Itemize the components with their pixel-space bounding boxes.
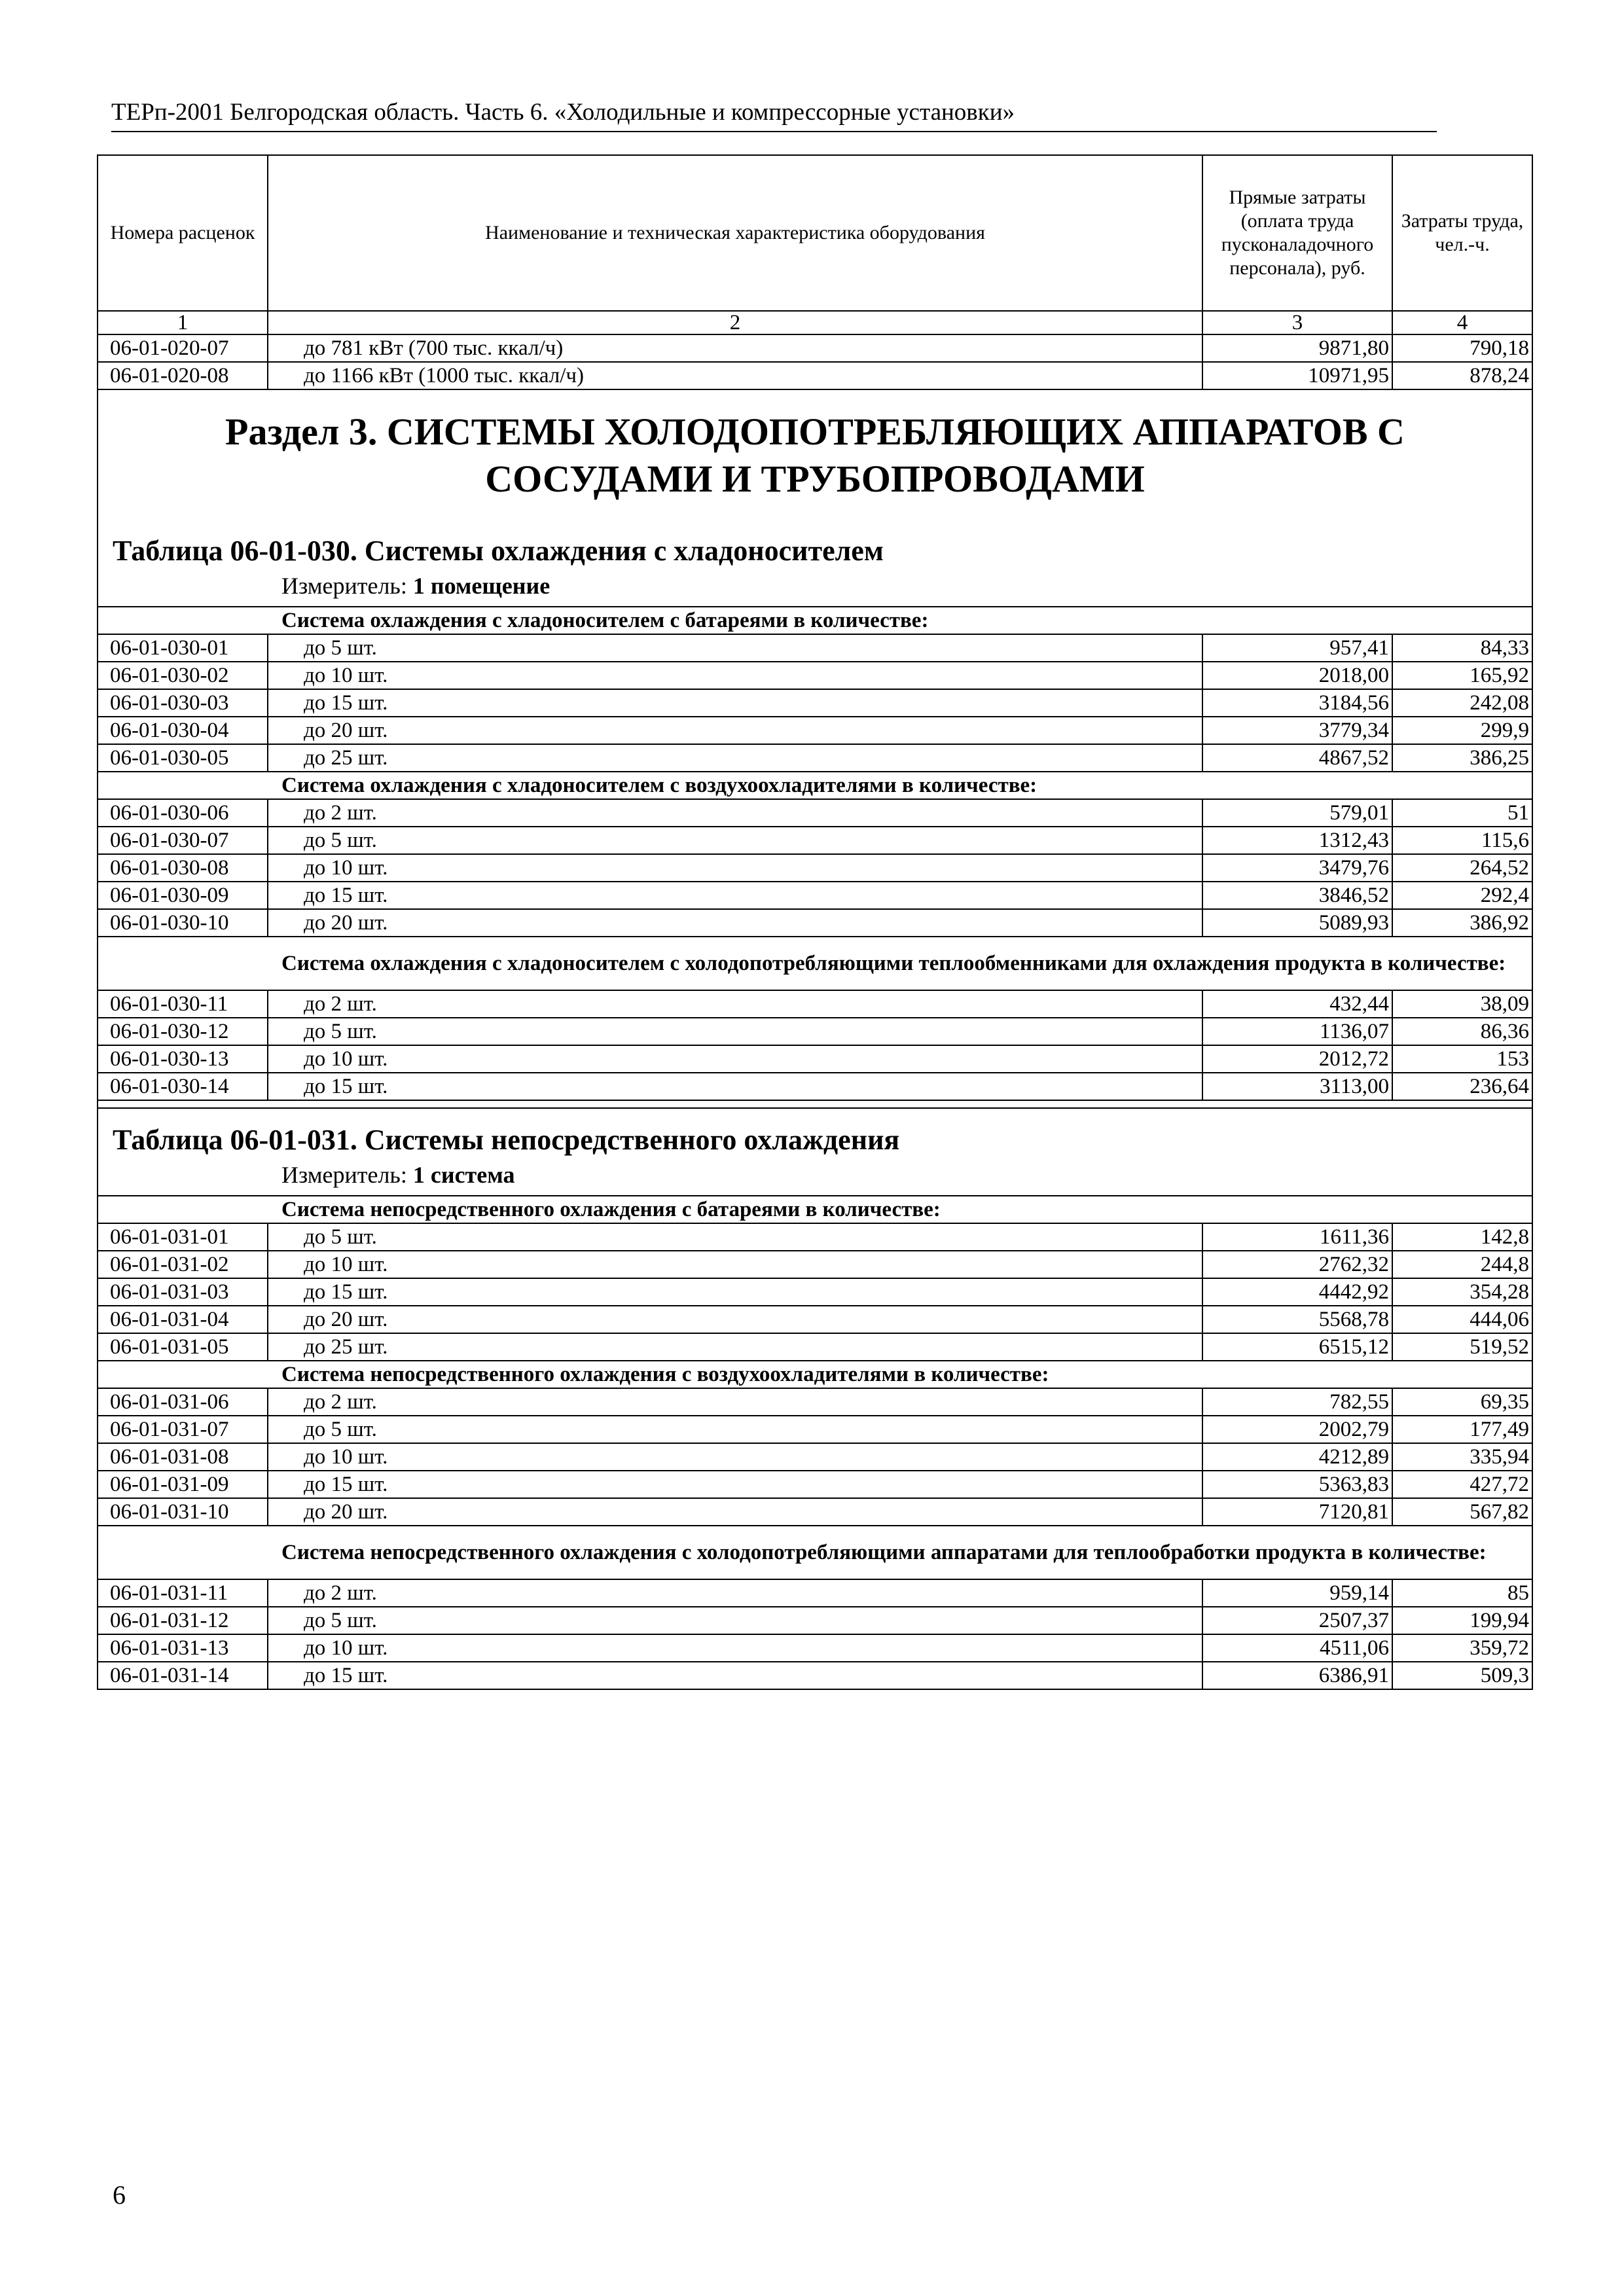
- column-index: 2: [268, 311, 1202, 334]
- table-row: [98, 1251, 1532, 1278]
- table-row: [98, 1607, 1532, 1634]
- labor-cost: 519,52: [1392, 1333, 1532, 1361]
- labor-cost: 790,18: [1392, 334, 1532, 362]
- direct-cost: 957,41: [1202, 634, 1392, 662]
- rate-description: до 25 шт.: [268, 744, 1202, 772]
- measure-value: 1 помещение: [412, 573, 550, 599]
- rate-description: до 20 шт.: [268, 1498, 1202, 1526]
- rate-description: до 2 шт.: [268, 1388, 1202, 1416]
- labor-cost: 567,82: [1392, 1498, 1532, 1526]
- labor-cost: 509,3: [1392, 1662, 1532, 1689]
- table-row: [98, 689, 1532, 717]
- header-rule: [111, 131, 1437, 132]
- group-header-row: [98, 1361, 1532, 1388]
- measure-label: Измеритель:: [281, 1162, 413, 1188]
- table-row: [98, 854, 1532, 882]
- table-row: [98, 1306, 1532, 1333]
- table-row: [98, 799, 1532, 827]
- rate-code: 06-01-031-06: [98, 1388, 268, 1416]
- table-row: [98, 362, 1532, 389]
- direct-cost: 2002,79: [1202, 1416, 1392, 1443]
- rate-code: 06-01-020-07: [98, 334, 268, 362]
- direct-cost: 782,55: [1202, 1388, 1392, 1416]
- rate-description: до 5 шт.: [268, 1416, 1202, 1443]
- group-header: Система охлаждения с хладоносителем с воздухоохладителями в количестве:: [98, 772, 1532, 799]
- labor-cost: 354,28: [1392, 1278, 1532, 1306]
- table-header-row: [98, 155, 1532, 311]
- direct-cost: 6386,91: [1202, 1662, 1392, 1689]
- rate-code: 06-01-030-12: [98, 1018, 268, 1045]
- rate-description: до 15 шт.: [268, 689, 1202, 717]
- labor-cost: 427,72: [1392, 1471, 1532, 1498]
- rate-code: 06-01-031-13: [98, 1634, 268, 1662]
- rate-description: до 15 шт.: [268, 1471, 1202, 1498]
- table-row: [98, 1045, 1532, 1073]
- rate-code: 06-01-031-05: [98, 1333, 268, 1361]
- direct-cost: 2018,00: [1202, 662, 1392, 689]
- rate-description: до 20 шт.: [268, 717, 1202, 744]
- table-row: [98, 1471, 1532, 1498]
- table-row: [98, 1278, 1532, 1306]
- labor-cost: 292,4: [1392, 882, 1532, 909]
- rate-code: 06-01-031-07: [98, 1416, 268, 1443]
- rate-description: до 5 шт.: [268, 1018, 1202, 1045]
- rate-description: до 20 шт.: [268, 1306, 1202, 1333]
- direct-cost: 2507,37: [1202, 1607, 1392, 1634]
- rate-description: до 5 шт.: [268, 1607, 1202, 1634]
- rate-code: 06-01-030-05: [98, 744, 268, 772]
- rate-description: до 20 шт.: [268, 909, 1202, 937]
- table-row: [98, 882, 1532, 909]
- measure-unit: [98, 1158, 1532, 1195]
- table-title: Таблица 06-01-031. Системы непосредственного охлаждения: [113, 1124, 900, 1156]
- rate-code: 06-01-031-09: [98, 1471, 268, 1498]
- rate-code: 06-01-031-02: [98, 1251, 268, 1278]
- group-header: Система непосредственного охлаждения с воздухоохладителями в количестве:: [98, 1361, 1532, 1388]
- rate-code: 06-01-030-04: [98, 717, 268, 744]
- rate-description: до 5 шт.: [268, 634, 1202, 662]
- rate-description: до 2 шт.: [268, 1579, 1202, 1607]
- rate-description: до 10 шт.: [268, 1251, 1202, 1278]
- price-table: [97, 154, 1533, 1690]
- direct-cost: 2762,32: [1202, 1251, 1392, 1278]
- rate-code: 06-01-031-10: [98, 1498, 268, 1526]
- direct-cost: 7120,81: [1202, 1498, 1392, 1526]
- labor-cost: 69,35: [1392, 1388, 1532, 1416]
- rate-code: 06-01-031-01: [98, 1223, 268, 1251]
- spacer-row: [98, 1100, 1532, 1108]
- direct-cost: 5568,78: [1202, 1306, 1392, 1333]
- table-row: [98, 1579, 1532, 1607]
- table-row: [98, 1388, 1532, 1416]
- table-row: [98, 827, 1532, 854]
- labor-cost: 199,94: [1392, 1607, 1532, 1634]
- labor-cost: 244,8: [1392, 1251, 1532, 1278]
- measure-label: Измеритель:: [281, 573, 413, 599]
- header-description: Наименование и техническая характеристика оборудования: [268, 155, 1202, 311]
- direct-cost: 4511,06: [1202, 1634, 1392, 1662]
- direct-cost: 3846,52: [1202, 882, 1392, 909]
- rate-description: до 1166 кВт (1000 тыс. ккал/ч): [268, 362, 1202, 389]
- table-row: [98, 909, 1532, 937]
- direct-cost: 3479,76: [1202, 854, 1392, 882]
- table-title-cell: [98, 1108, 1532, 1196]
- labor-cost: 86,36: [1392, 1018, 1532, 1045]
- group-header-row: [98, 607, 1532, 634]
- labor-cost: 51: [1392, 799, 1532, 827]
- direct-cost: 5089,93: [1202, 909, 1392, 937]
- group-header-row: [98, 1196, 1532, 1223]
- labor-cost: 153: [1392, 1045, 1532, 1073]
- direct-cost: 6515,12: [1202, 1333, 1392, 1361]
- labor-cost: 85: [1392, 1579, 1532, 1607]
- page-header: ТЕРп-2001 Белгородская область. Часть 6. «Холодильные и компрессорные установки»: [111, 99, 1015, 126]
- table-title-row: [98, 389, 1532, 607]
- column-index: 1: [98, 311, 268, 334]
- rate-code: 06-01-030-02: [98, 662, 268, 689]
- rate-description: до 15 шт.: [268, 1662, 1202, 1689]
- section-title-line: СОСУДАМИ И ТРУБОПРОВОДАМИ: [485, 457, 1145, 500]
- direct-cost: 4212,89: [1202, 1443, 1392, 1471]
- direct-cost: 10971,95: [1202, 362, 1392, 389]
- section-title: [98, 390, 1532, 520]
- direct-cost: 4867,52: [1202, 744, 1392, 772]
- measure-unit: [98, 569, 1532, 606]
- group-header: Система охлаждения с хладоносителем с батареями в количестве:: [98, 607, 1532, 634]
- rate-description: до 10 шт.: [268, 854, 1202, 882]
- group-header-row: [98, 937, 1532, 990]
- direct-cost: 1611,36: [1202, 1223, 1392, 1251]
- labor-cost: 359,72: [1392, 1634, 1532, 1662]
- rate-description: до 781 кВт (700 тыс. ккал/ч): [268, 334, 1202, 362]
- rate-code: 06-01-031-12: [98, 1607, 268, 1634]
- direct-cost: 959,14: [1202, 1579, 1392, 1607]
- table-row: [98, 1634, 1532, 1662]
- rate-description: до 15 шт.: [268, 882, 1202, 909]
- labor-cost: 38,09: [1392, 990, 1532, 1018]
- rate-description: до 10 шт.: [268, 1634, 1202, 1662]
- labor-cost: 242,08: [1392, 689, 1532, 717]
- column-index: 3: [1202, 311, 1392, 334]
- labor-cost: 335,94: [1392, 1443, 1532, 1471]
- labor-cost: 386,25: [1392, 744, 1532, 772]
- column-index: 4: [1392, 311, 1532, 334]
- labor-cost: 177,49: [1392, 1416, 1532, 1443]
- column-index-row: [98, 311, 1532, 334]
- table-row: [98, 662, 1532, 689]
- rate-description: до 10 шт.: [268, 662, 1202, 689]
- rate-code: 06-01-030-11: [98, 990, 268, 1018]
- rate-code: 06-01-030-07: [98, 827, 268, 854]
- table-row: [98, 634, 1532, 662]
- rate-code: 06-01-031-11: [98, 1579, 268, 1607]
- group-header: Система непосредственного охлаждения с батареями в количестве:: [98, 1196, 1532, 1223]
- header-cost: Прямые затраты (оплата труда пусконаладочного персонала), руб.: [1202, 155, 1392, 311]
- table-row: [98, 334, 1532, 362]
- rate-description: до 15 шт.: [268, 1278, 1202, 1306]
- spacer-cell: [98, 1100, 1532, 1108]
- labor-cost: 236,64: [1392, 1073, 1532, 1100]
- labor-cost: 299,9: [1392, 717, 1532, 744]
- rate-code: 06-01-030-13: [98, 1045, 268, 1073]
- rate-code: 06-01-030-10: [98, 909, 268, 937]
- rate-description: до 10 шт.: [268, 1045, 1202, 1073]
- rate-description: до 2 шт.: [268, 990, 1202, 1018]
- group-header: Система непосредственного охлаждения с холодопотребляющими аппаратами для теплообработки продукта в количестве:: [98, 1526, 1532, 1579]
- rate-code: 06-01-031-08: [98, 1443, 268, 1471]
- table-row: [98, 717, 1532, 744]
- header-code: Номера расценок: [98, 155, 268, 311]
- labor-cost: 165,92: [1392, 662, 1532, 689]
- direct-cost: 3184,56: [1202, 689, 1392, 717]
- direct-cost: 4442,92: [1202, 1278, 1392, 1306]
- direct-cost: 2012,72: [1202, 1045, 1392, 1073]
- rate-code: 06-01-030-14: [98, 1073, 268, 1100]
- rate-code: 06-01-031-04: [98, 1306, 268, 1333]
- labor-cost: 142,8: [1392, 1223, 1532, 1251]
- rate-description: до 5 шт.: [268, 1223, 1202, 1251]
- direct-cost: 1136,07: [1202, 1018, 1392, 1045]
- rate-code: 06-01-020-08: [98, 362, 268, 389]
- table-row: [98, 1333, 1532, 1361]
- labor-cost: 84,33: [1392, 634, 1532, 662]
- rate-code: 06-01-031-03: [98, 1278, 268, 1306]
- table-title-cell: [98, 389, 1532, 607]
- rate-description: до 2 шт.: [268, 799, 1202, 827]
- group-header: Система охлаждения с хладоносителем с холодопотребляющими теплообменниками для охлаждения продукта в количестве:: [98, 937, 1532, 990]
- direct-cost: 1312,43: [1202, 827, 1392, 854]
- rate-description: до 15 шт.: [268, 1073, 1202, 1100]
- rate-code: 06-01-030-08: [98, 854, 268, 882]
- table-row: [98, 1416, 1532, 1443]
- table-row: [98, 1443, 1532, 1471]
- table-row: [98, 990, 1532, 1018]
- rate-code: 06-01-030-01: [98, 634, 268, 662]
- header-labor: Затраты труда, чел.-ч.: [1392, 155, 1532, 311]
- group-header-row: [98, 1526, 1532, 1579]
- rate-code: 06-01-030-09: [98, 882, 268, 909]
- table-row: [98, 1662, 1532, 1689]
- labor-cost: 115,6: [1392, 827, 1532, 854]
- table-row: [98, 1073, 1532, 1100]
- direct-cost: 5363,83: [1202, 1471, 1392, 1498]
- table-row: [98, 1498, 1532, 1526]
- table-title-row: [98, 1108, 1532, 1196]
- rate-code: 06-01-030-06: [98, 799, 268, 827]
- labor-cost: 264,52: [1392, 854, 1532, 882]
- group-header-row: [98, 772, 1532, 799]
- direct-cost: 9871,80: [1202, 334, 1392, 362]
- table-row: [98, 1018, 1532, 1045]
- rate-code: 06-01-030-03: [98, 689, 268, 717]
- table-row: [98, 1223, 1532, 1251]
- direct-cost: 3779,34: [1202, 717, 1392, 744]
- page-number: 6: [113, 2180, 126, 2210]
- rate-code: 06-01-031-14: [98, 1662, 268, 1689]
- rate-description: до 25 шт.: [268, 1333, 1202, 1361]
- rate-description: до 5 шт.: [268, 827, 1202, 854]
- direct-cost: 579,01: [1202, 799, 1392, 827]
- labor-cost: 878,24: [1392, 362, 1532, 389]
- direct-cost: 432,44: [1202, 990, 1392, 1018]
- labor-cost: 386,92: [1392, 909, 1532, 937]
- measure-value: 1 система: [412, 1162, 515, 1188]
- direct-cost: 3113,00: [1202, 1073, 1392, 1100]
- table-row: [98, 744, 1532, 772]
- rate-description: до 10 шт.: [268, 1443, 1202, 1471]
- section-title-line: Раздел 3. СИСТЕМЫ ХОЛОДОПОТРЕБЛЯЮЩИХ АППАРАТОВ С: [225, 410, 1405, 453]
- table-title: Таблица 06-01-030. Системы охлаждения с хладоносителем: [113, 535, 884, 567]
- labor-cost: 444,06: [1392, 1306, 1532, 1333]
